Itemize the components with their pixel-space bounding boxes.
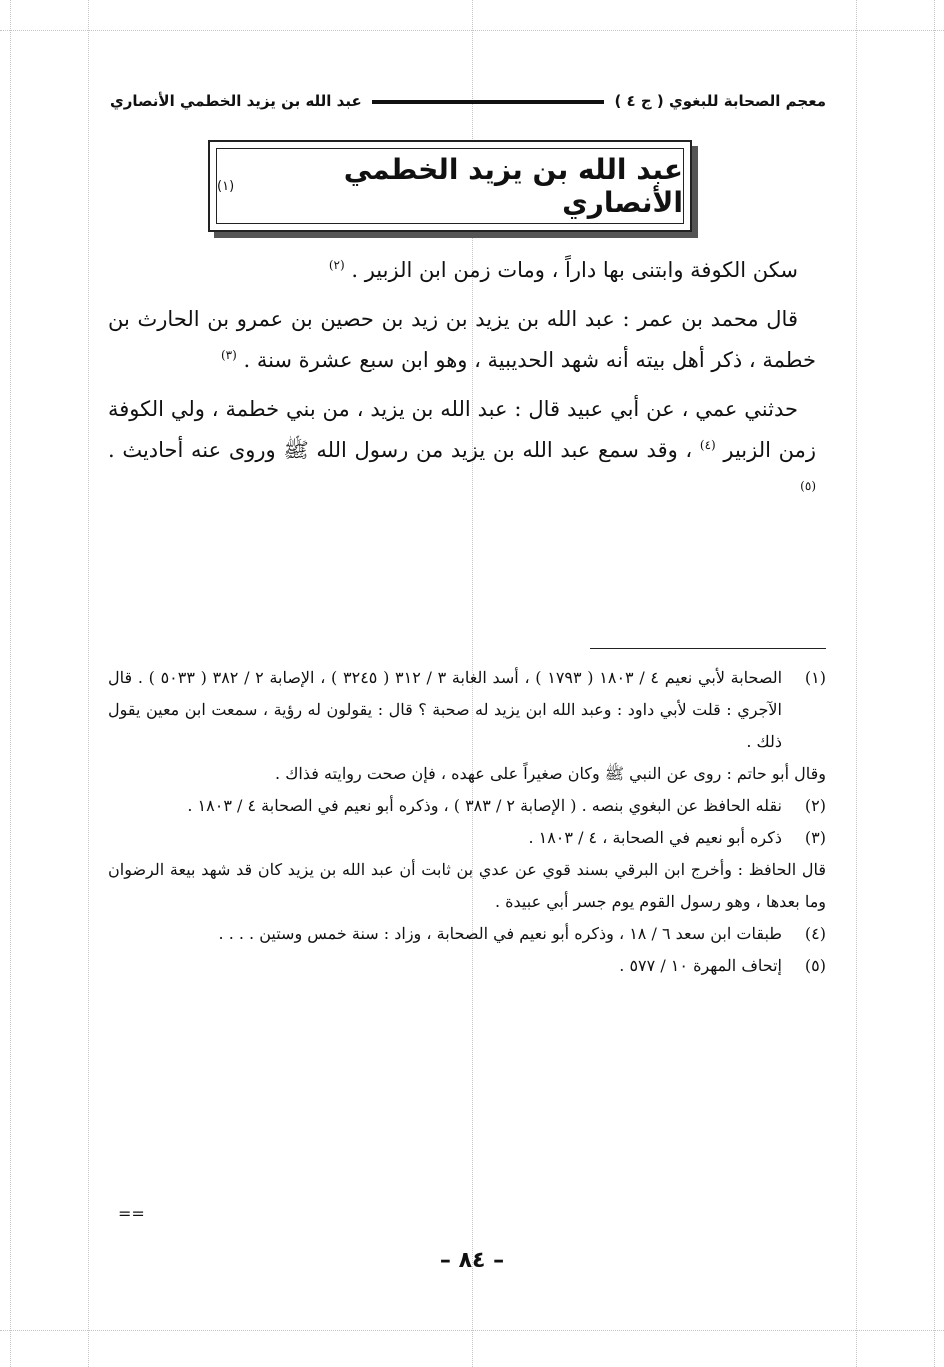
note-ref: (٣): [220, 347, 237, 362]
footnote-text: قال الآجري : قلت لأبي داود : وعبد الله ابن يزيد له صحبة ؟ قال : يقولون له رؤية ، سمعت ابن معين يقول ذلك .: [108, 668, 782, 751]
footnote-3: [108, 822, 826, 854]
title-note-ref: (١): [217, 178, 235, 194]
note-ref: (٤): [699, 437, 716, 452]
entry-title: عبد الله بن يزيد الخطمي الأنصاري: [343, 153, 683, 219]
body-text: [108, 250, 816, 520]
footnote-text: إتحاف المهرة ١٠ / ٥٧٧ .: [619, 956, 782, 975]
paragraph-text: ، وقد سمع عبد الله بن يزيد من رسول الله ﷺ وروى عنه أحاديث .: [108, 437, 693, 462]
page-number: – ٨٤ –: [439, 1248, 505, 1273]
header-rule: [372, 100, 605, 104]
header-book-title: معجم الصحابة للبغوي ( ج ٤ ): [614, 92, 826, 110]
footnote-1: [108, 662, 826, 758]
paragraph-text: حدثني عمي ، عن أبي عبيد قال : عبد الله بن يزيد ، من بني خطمة ، ولي الكوفة زمن الزبير: [108, 396, 816, 462]
footnote-5: [108, 950, 826, 982]
note-ref: (٥): [800, 478, 816, 493]
paragraph: [108, 299, 816, 381]
footnote-number: (٥): [804, 956, 826, 975]
paragraph-text: قال محمد بن عمر : عبد الله بن يزيد بن زيد بن حصين بن عمرو بن الحارث بن خطمة ، ذكر أهل بيته أنه شهد الحديبية ، وهو ابن سبع عشرة سنة .: [108, 306, 816, 372]
header-entry-name: عبد الله بن يزيد الخطمي الأنصاري: [110, 92, 362, 110]
note-ref: (٢): [328, 258, 345, 272]
footnote-text: نقله الحافظ عن البغوي بنصه . ( الإصابة ٢ / ٣٨٣ ) ، وذكره أبو نعيم في الصحابة ٤ / ١٨٠٣ .: [187, 796, 782, 815]
footnote-number: (١): [804, 668, 826, 687]
footnote-number: (٣): [804, 828, 826, 847]
footnote-number: (٢): [804, 796, 826, 815]
footnote-text: الصحابة لأبي نعيم ٤ / ١٨٠٣ ( ١٧٩٣ ) ، أسد الغابة ٣ / ٣١٢ ( ٣٢٤٥ ) ، الإصابة ٢ / ٣٨٢ ( ٥٠٣٣ ) .: [137, 668, 783, 687]
footnote-number: (٤): [804, 924, 826, 943]
running-header: [110, 88, 826, 114]
footnote-2: [108, 790, 826, 822]
paragraph-text: سكن الكوفة وابتنى بها داراً ، ومات زمن ابن الزبير .: [351, 258, 798, 282]
entry-title-box: [208, 140, 692, 232]
footnote-text: ذكره أبو نعيم في الصحابة ، ٤ / ١٨٠٣ .: [528, 828, 782, 847]
footnote-continuation: وقال أبو حاتم : روى عن النبي ﷺ وكان صغيراً على عهده ، فإن صحت روايته فذاك .: [275, 764, 826, 783]
footnote-4: [108, 918, 826, 950]
footnote-text: طبقات ابن سعد ٦ / ١٨ ، وذكره أبو نعيم في الصحابة ، وزاد : سنة خمس وستين . . . .: [218, 924, 782, 943]
end-mark: ==: [118, 1204, 145, 1223]
footnotes: [108, 662, 826, 982]
paragraph: [108, 389, 816, 512]
footnote-continuation: قال الحافظ : وأخرج ابن البرقي بسند قوي عن عدي بن ثابت أن عبد الله بن يزيد كان قد شهد بيعة الرضوان وما بعدها ، وهو رسول القوم يوم جسر أبي عبيدة .: [108, 860, 826, 911]
paragraph: [108, 250, 816, 291]
footnote-separator: [590, 648, 826, 649]
